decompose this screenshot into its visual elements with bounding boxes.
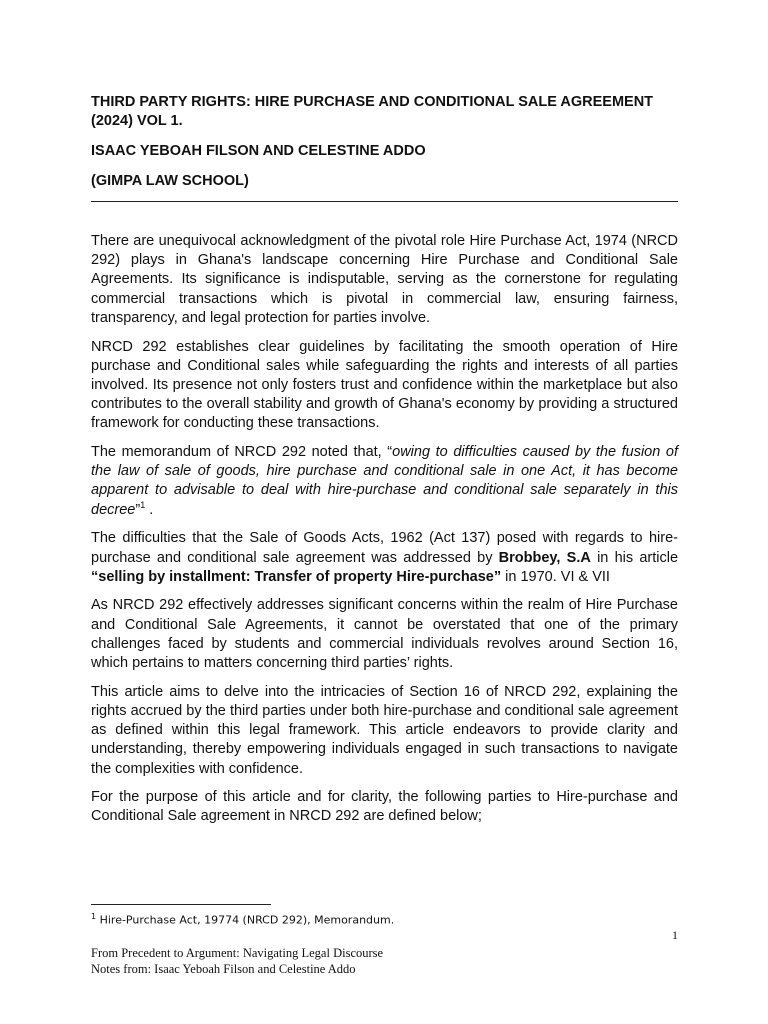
footnote [91,910,394,928]
quote-close: ” [135,501,141,518]
title-line-1: THIRD PARTY RIGHTS: HIRE PURCHASE AND CONDITIONAL SALE AGREEMENT [91,94,654,110]
cited-author: Brobbey, S.A [498,549,591,566]
title-line-2: (2024) VOL 1. [91,113,183,129]
footnote-reference[interactable]: 1 [140,499,146,510]
cited-article-title: “selling by installment: Transfer of property Hire-purchase” [91,568,502,585]
footnote-text: Hire-Purchase Act, 19774 (NRCD 292), Memorandum. [96,913,395,927]
institution-line: (GIMPA LAW SCHOOL) [91,173,249,189]
paragraph-6: This article aims to delve into the intricacies of Section 16 of NRCD 292, explaining the rights accrued by the third parties under both hire-purchase and conditional sale agreement as defined within this legal framework. This article endeavors to provide clarity and understanding, thereby empowering individuals engaged in such transactions to navigate the complexities with confidence. [91,683,678,777]
paragraph-3-lead: The memorandum of NRCD 292 noted that, “ [91,444,393,461]
footer-line-1: From Precedent to Argument: Navigating Legal Discourse [91,946,384,960]
paragraph-4 [91,529,678,587]
paragraph-3 [91,443,678,520]
memorandum-quote: owing to difficulties caused by the fusion of the law of sale of goods, hire purchase and conditional sale in one Act, it has become apparent to advisable to deal with hire-purchase and conditional sale separately in this decree [91,444,678,518]
paragraph-5: As NRCD 292 effectively addresses significant concerns within the realm of Hire Purchase and Conditional Sale Agreements, it cannot be overstated that one of the primary challenges faced by students and commercial individuals revolves around Section 16, which pertains to matters concerning third parties’ rights. [91,597,678,672]
paragraph-1: There are unequivocal acknowledgment of the pivotal role Hire Purchase Act, 1974 (NRCD 292) plays in Ghana's landscape concerning Hire Purchase and Conditional Sale Agreements. Its significance is indisputable, serving as the cornerstone for regulating commercial transactions which is pivotal in commercial law, ensuring fairness, transparency, and legal protection for parties involve. [91,233,678,326]
paragraph-2: NRCD 292 establishes clear guidelines by facilitating the smooth operation of Hire purchase and Conditional sales while safeguarding the rights and interests of all parties involved. Its presence not only fosters trust and confidence within the marketplace but also contributes to the overall stability and growth of Ghana's economy by providing a structured framework for conducting these transactions. [91,338,678,432]
article-body [91,232,678,836]
paragraph-3-end: . [145,501,154,518]
footer-line-2: Notes from: Isaac Yeboah Filson and Celestine Addo [91,962,356,976]
document-title [91,93,679,131]
paragraph-7: For the purpose of this article and for clarity, the following parties to Hire-purchase and Conditional Sale agreement in NRCD 292 are defined below; [91,789,678,825]
paragraph-4-mid: in his article [590,549,679,566]
page-number: 1 [672,928,678,942]
paragraph-4-end: in 1970. VI & VII [501,568,610,585]
footnote-mark: 1 [91,912,97,921]
paragraph-4-lead: The difficulties that the Sale of Goods Acts, 1962 (Act 137) posed with regards to hire-purchase and conditional sale agreement was addressed by [91,530,678,566]
page-footer [91,945,383,977]
footnote-divider [91,904,271,905]
authors-line: ISAAC YEBOAH FILSON AND CELESTINE ADDO [91,143,426,159]
header-divider [91,201,678,202]
